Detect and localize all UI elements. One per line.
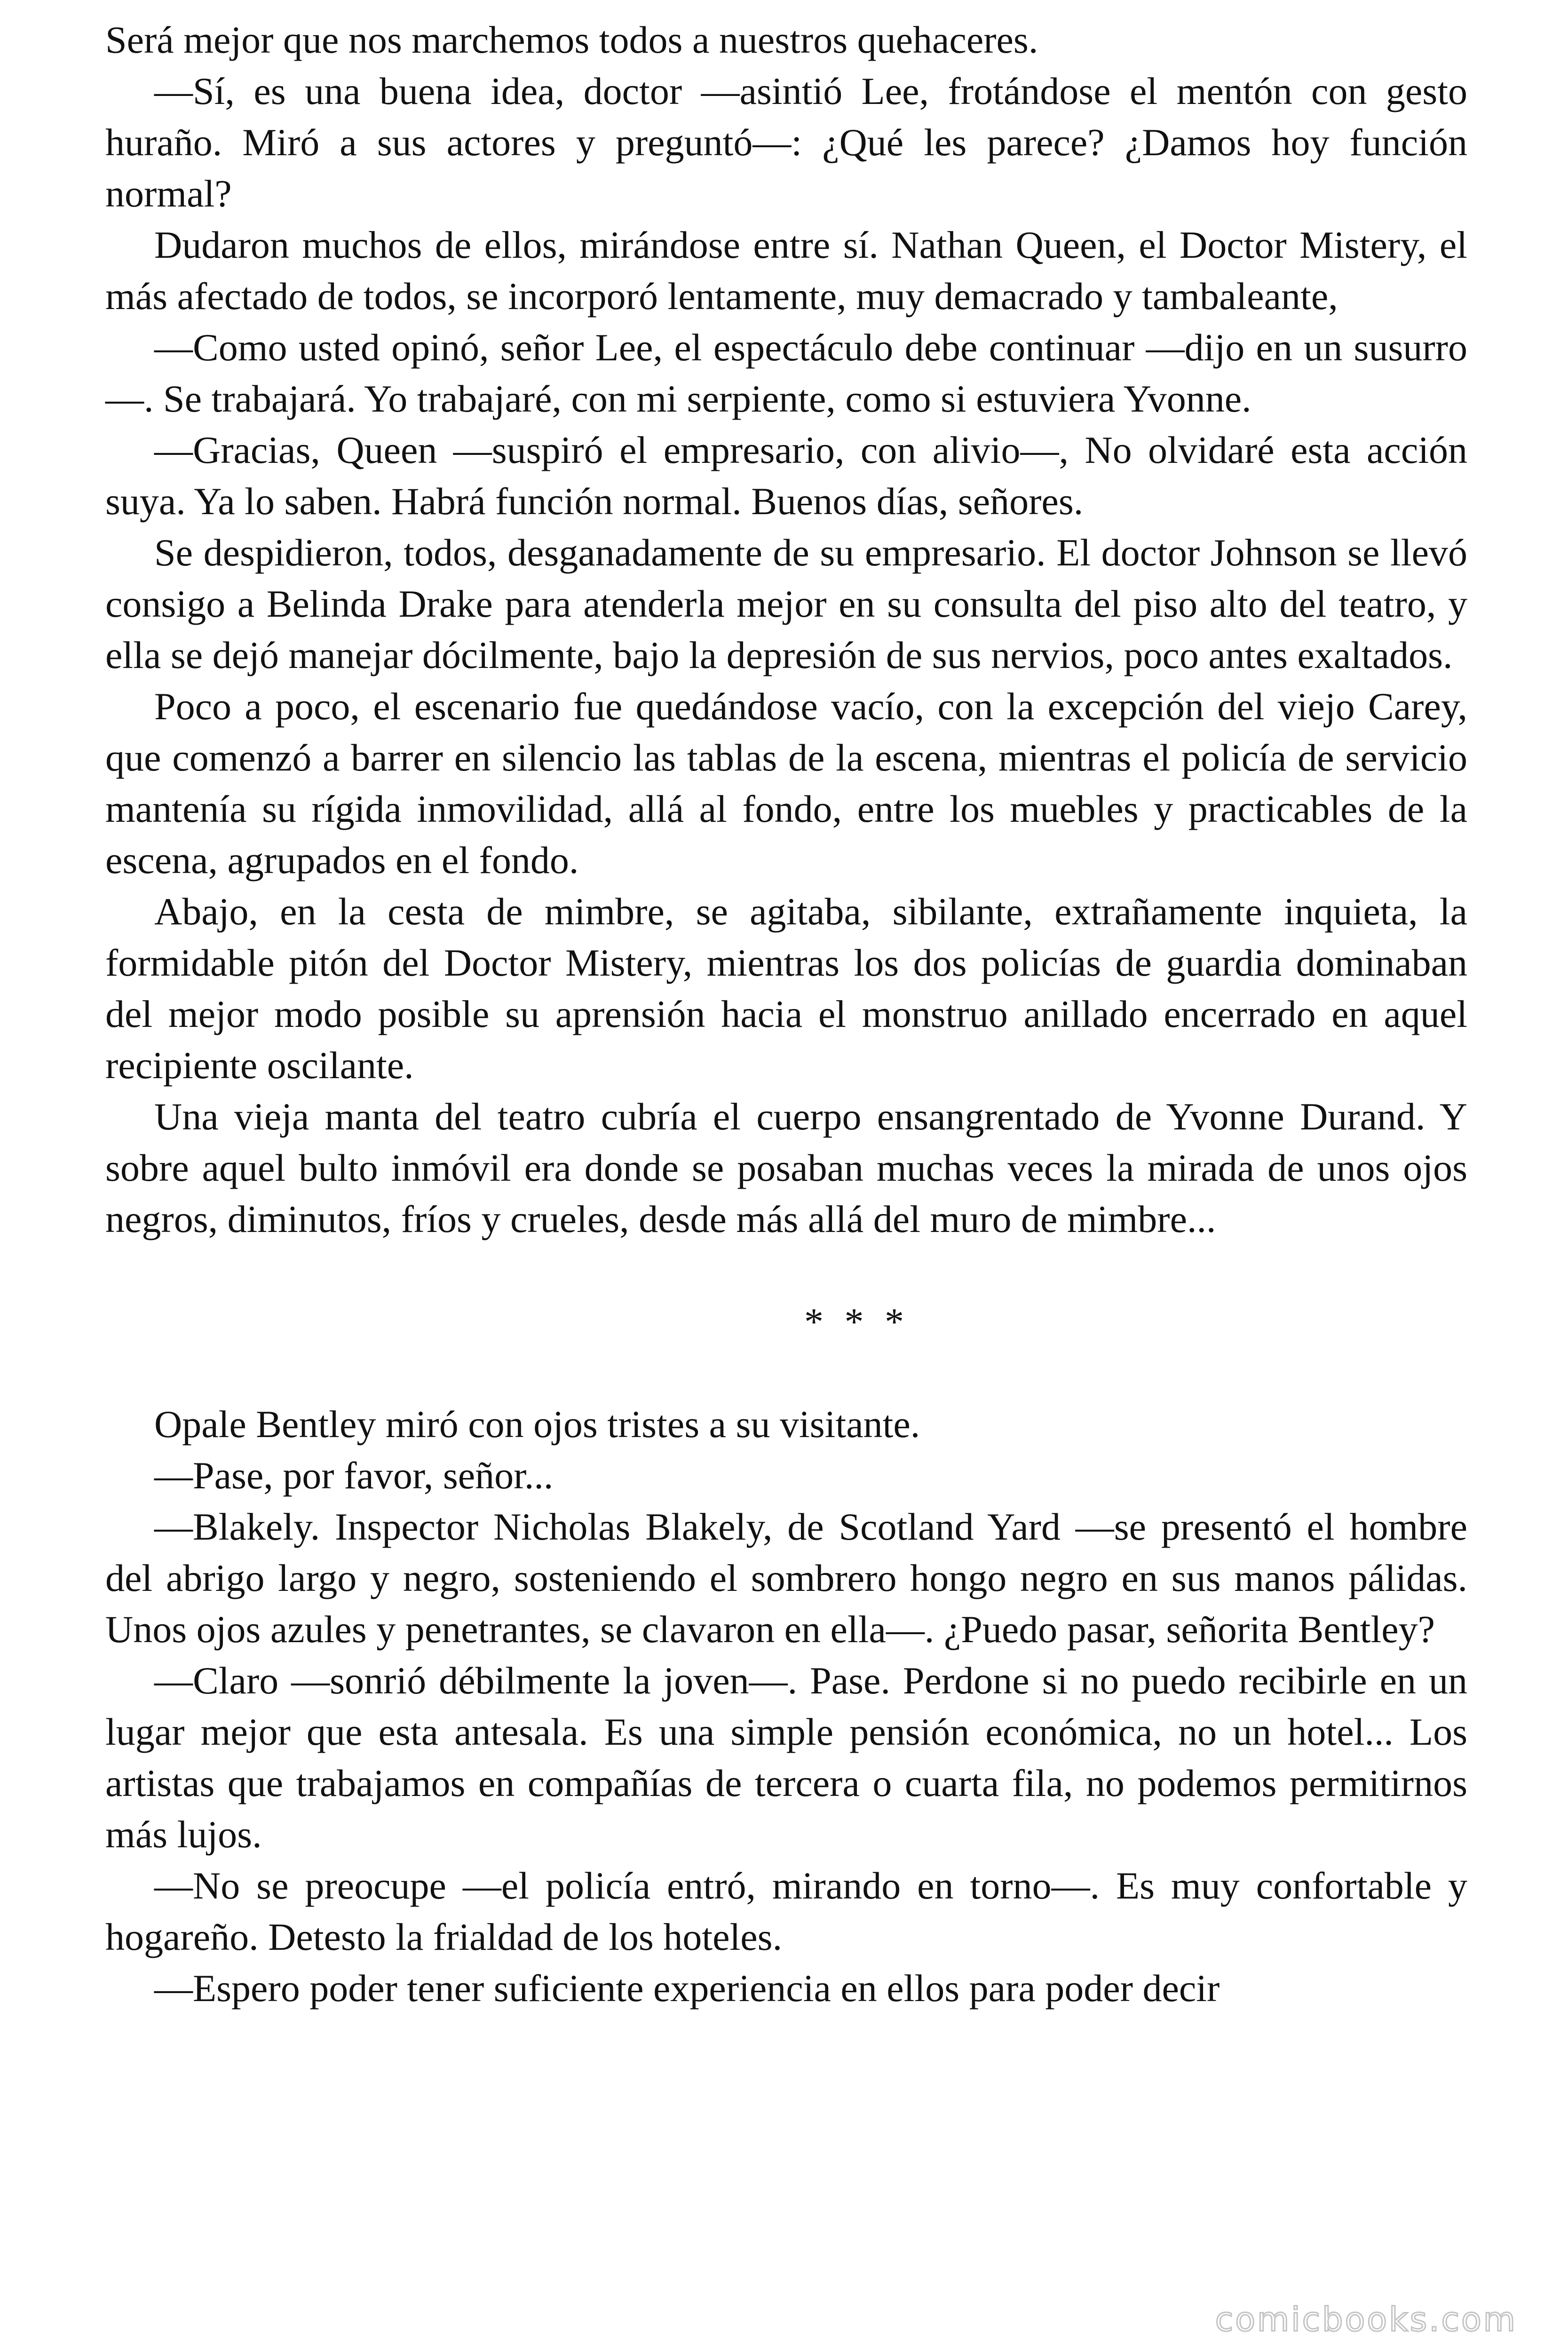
paragraph: Se despidieron, todos, desganadamente de su empresario. El doctor Johnson se llevó consigo a Belinda Drake para atenderla mejor en su consulta del piso alto del teatro, y ella se dejó manejar dócilmente, bajo la depresión de sus nervios, poco antes exaltados. bbox=[105, 531, 1467, 676]
paragraph: —Como usted opinó, señor Lee, el espectáculo debe continuar —dijo en un susurro—. Se trabajará. Yo trabajaré, con mi serpiente, como si estuviera Yvonne. bbox=[105, 326, 1467, 420]
paragraph: —Gracias, Queen —suspiró el empresario, con alivio—, No olvidaré esta acción suya. Ya lo saben. Habrá función normal. Buenos días, señores. bbox=[105, 429, 1467, 523]
paragraph: Opale Bentley miró con ojos tristes a su visitante. bbox=[154, 1403, 920, 1446]
paragraph: —Sí, es una buena idea, doctor —asintió Lee, frotándose el mentón con gesto huraño. Miró a sus actores y preguntó—: ¿Qué les parece? ¿Damos hoy función normal? bbox=[105, 70, 1467, 215]
paragraph: —No se preocupe —el policía entró, mirando en torno—. Es muy confortable y hogareño. Detesto la frialdad de los hoteles. bbox=[105, 1864, 1467, 1958]
paragraph: —Claro —sonrió débilmente la joven—. Pase. Perdone si no puedo recibirle en un lugar mejor que esta antesala. Es una simple pensión económica, no un hotel... Los artistas que trabajamos en compañías de tercera o cuarta fila, no podemos permitirnos más lujos. bbox=[105, 1659, 1467, 1856]
paragraph: —Pase, por favor, señor... bbox=[154, 1454, 554, 1497]
paragraph: Será mejor que nos marchemos todos a nuestros quehaceres. bbox=[105, 18, 1038, 61]
paragraph: Abajo, en la cesta de mimbre, se agitaba, sibilante, extrañamente inquieta, la formidable pitón del Doctor Mistery, mientras los dos policías de guardia dominaban del mejor modo posible su aprensión hacia el monstruo anillado encerrado en aquel recipiente oscilante. bbox=[105, 890, 1467, 1087]
paragraph: —Blakely. Inspector Nicholas Blakely, de Scotland Yard —se presentó el hombre del abrigo largo y negro, sosteniendo el sombrero hongo negro en sus manos pálidas. Unos ojos azules y penetrantes, se clavaron en ella—. ¿Puedo pasar, señorita Bentley? bbox=[105, 1505, 1467, 1651]
section-separator: * * * bbox=[804, 1300, 910, 1343]
paragraph: —Espero poder tener suficiente experiencia en ellos para poder decir bbox=[154, 1967, 1220, 2010]
paragraph: Dudaron muchos de ellos, mirándose entre sí. Nathan Queen, el Doctor Mistery, el más afectado de todos, se incorporó lentamente, muy demacrado y tambaleante, bbox=[105, 223, 1467, 318]
watermark: comicbooks.com bbox=[1215, 2300, 1517, 2339]
paragraph: Poco a poco, el escenario fue quedándose vacío, con la excepción del viejo Carey, que comenzó a barrer en silencio las tablas de la escena, mientras el policía de servicio mantenía su rígida inmovilidad, allá al fondo, entre los muebles y practicables de la escena, agrupados en el fondo. bbox=[105, 685, 1467, 882]
paragraph: Una vieja manta del teatro cubría el cuerpo ensangrentado de Yvonne Durand. Y sobre aquel bulto inmóvil era donde se posaban muchas veces la mirada de unos ojos negros, diminutos, fríos y crueles, desde más allá del muro de mimbre... bbox=[105, 1095, 1467, 1240]
book-page bbox=[105, 14, 1467, 2014]
